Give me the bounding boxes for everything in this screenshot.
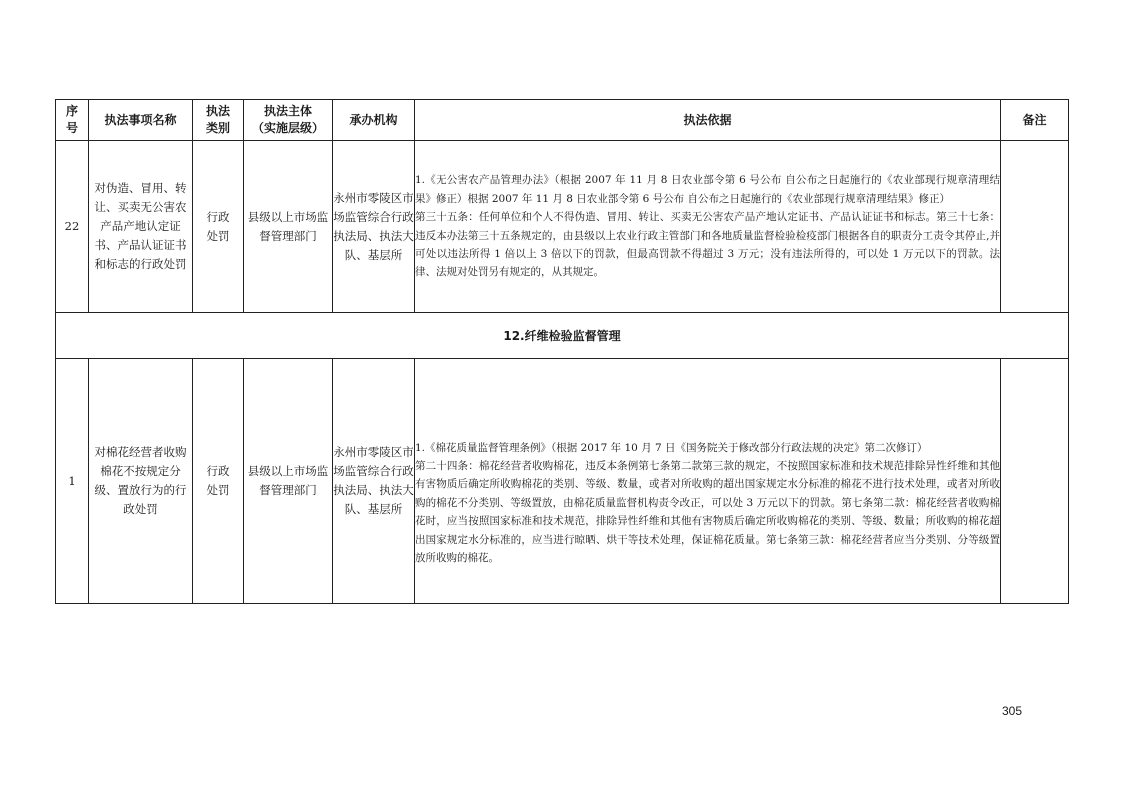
row-subject: 县级以上市场监督管理部门 — [244, 141, 333, 313]
header-remarks: 备注 — [1001, 100, 1069, 141]
header-agency: 承办机构 — [333, 100, 415, 141]
header-index — [56, 100, 89, 141]
row-agency: 永州市零陵区市场监管综合行政执法局、执法大队、基层所 — [333, 141, 415, 313]
page-number: 305 — [1002, 704, 1023, 718]
row-remarks — [1001, 141, 1069, 313]
header-item-name: 执法事项名称 — [89, 100, 193, 141]
row-subject: 县级以上市场监督管理部门 — [244, 359, 333, 604]
header-row — [56, 100, 1069, 141]
basis-paragraph: 1.《棉花质量监督管理条例》（根据 2017 年 10 月 7 日《国务院关于修改部分行政法规的决定》第二次修订） — [415, 441, 928, 454]
header-index-line1: 序 — [65, 104, 78, 118]
basis-paragraph: 第二十四条：棉花经营者收购棉花，违反本条例第七条第二款第三款的规定，不按照国家标准和技术规范排除异性纤维和其他有害物质后确定所收购棉花的类别、等级、数量，或者对所收购的超出国家规定水分标准的棉花不进行技术处理，或者对所收购的棉花不分类别、等级置放，由棉花质量监督机构责令改正，可以处 3 万元以下的罚款。第七条第二款：棉花经营者收购棉花时，应当按照国家标准和技术规范，排除异性纤维和其他有害物质后确定所收购棉花的类别、等级、数量；所收购的棉花超出国家规定水分标准的，应当进行晾晒、烘干等技术处理，保证棉花质量。第七条第三款：棉花经营者应当分类别、分等级置放所收购的棉花。 — [415, 459, 1000, 565]
row-index: 22 — [56, 141, 89, 313]
row-item-name: 对伪造、冒用、转让、买卖无公害农产品产地认定证书、产品认证证书和标志的行政处罚 — [89, 141, 193, 313]
row-remarks — [1001, 359, 1069, 604]
row-basis — [415, 359, 1001, 604]
row-index: 1 — [56, 359, 89, 604]
row-category: 行政 处罚 — [193, 359, 244, 604]
row-item-name: 对棉花经营者收购棉花不按规定分级、置放行为的行政处罚 — [89, 359, 193, 604]
table-row — [56, 141, 1069, 313]
row-agency: 永州市零陵区市场监管综合行政执法局、执法大队、基层所 — [333, 359, 415, 604]
row-basis — [415, 141, 1001, 313]
header-subject: 执法主体 （实施层级） — [244, 100, 333, 141]
header-index-line2: 号 — [65, 121, 78, 135]
header-basis: 执法依据 — [415, 100, 1001, 141]
section-title: 12.纤维检验监督管理 — [56, 313, 1069, 359]
basis-paragraph: 1.《无公害农产品管理办法》（根据 2007 年 11 月 8 日农业部令第 6 号公布 自公布之日起施行的《农业部现行规章清理结果》修正）根据 2007 年 11 月 8 日农业部令第 6 号公布 自公布之日起施行的《农业部现行规章清理结果》修正） — [415, 174, 1000, 205]
row-category: 行政 处罚 — [193, 141, 244, 313]
header-category: 执法 类别 — [193, 100, 244, 141]
table-row — [56, 359, 1069, 604]
basis-paragraph: 第三十五条：任何单位和个人不得伪造、冒用、转让、买卖无公害农产品产地认定证书、产品认证证书和标志。第三十七条：违反本办法第三十五条规定的，由县级以上农业行政主管部门和各地质量监督检验检疫部门根据各自的职责分工责令其停止,并可处以违法所得 1 倍以上 3 倍以下的罚款，但最高罚款不得超过 3 万元；没有违法所得的，可以处 1 万元以下的罚款。法律、法规对处罚另有规定的，从其规定。 — [415, 211, 1000, 279]
enforcement-table — [55, 99, 1069, 604]
section-row — [56, 313, 1069, 359]
